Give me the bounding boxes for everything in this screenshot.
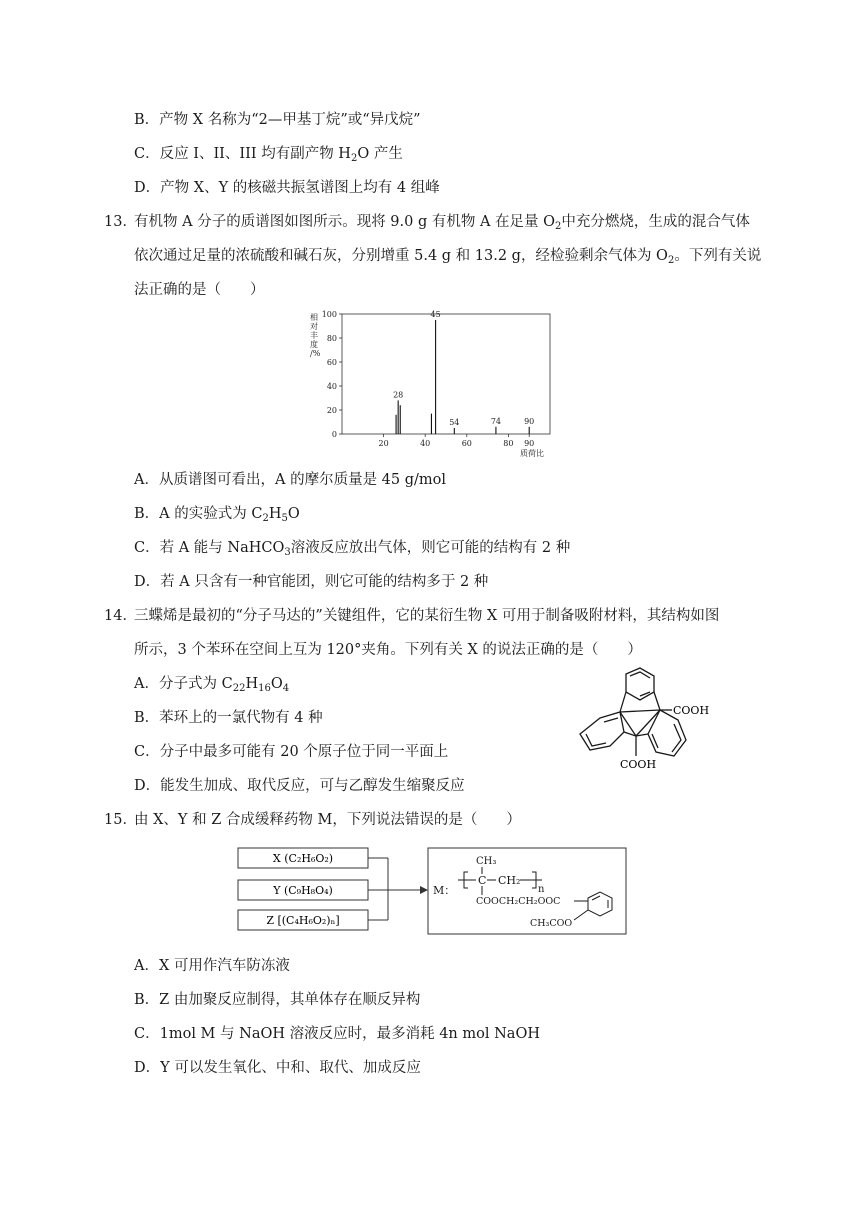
top-benzene-ring: [626, 668, 654, 700]
cooh-label-top: COOH: [673, 704, 710, 717]
x-ticks: [379, 434, 535, 448]
option-text: 苯环上的一氯代物有 4 种: [159, 710, 323, 726]
y-axis-label-char: 相: [310, 313, 318, 322]
x-tick-label: 80: [503, 439, 514, 448]
option-text: 产物 X、Y 的核磁共振氢谱图上均有 4 组峰: [160, 180, 440, 196]
q12-option-c: [134, 144, 403, 164]
option-label: A．: [134, 472, 159, 488]
option-label: D．: [134, 180, 161, 196]
option-text: O 产生: [357, 146, 403, 162]
option-label: A．: [134, 676, 159, 692]
box-x-label: X (C₂H₆O₂): [272, 852, 334, 865]
option-label: B．: [134, 710, 160, 726]
option-label: D．: [134, 574, 161, 590]
double-bond: [604, 718, 618, 722]
option-text: 分子中最多可能有 20 个原子位于同一平面上: [159, 744, 449, 760]
m-label: M：: [433, 884, 456, 897]
option-text: A 的实验式为 C: [159, 506, 263, 522]
mass-spectrum-chart: [300, 308, 570, 466]
subscript: 2: [667, 255, 675, 266]
option-label: C．: [134, 744, 160, 760]
option-text: 分子式为 C: [158, 676, 233, 692]
option-label: D．: [134, 1060, 161, 1076]
m-ch3: CH₃: [476, 856, 497, 867]
x-tick-label: 60: [461, 439, 472, 448]
subscript: 22: [232, 683, 246, 694]
option-text: 若 A 能与 NaHCO: [159, 540, 285, 556]
y-tick-label: 60: [326, 358, 337, 367]
q15-line-1: 由 X、Y 和 Z 合成缓释药物 M，下列说法错误的是（ ）: [134, 812, 521, 828]
option-text: H: [268, 506, 282, 522]
y-tick-label: 80: [326, 334, 337, 343]
subscript: 3: [284, 547, 291, 558]
text: 中充分燃烧，生成的混合气体: [561, 214, 750, 230]
option-label: D．: [134, 778, 161, 794]
option-text: O: [287, 506, 300, 522]
option-text: 1mol M 与 NaOH 溶液反应时，最多消耗 4n mol NaOH: [159, 1026, 540, 1042]
product-box: [428, 848, 626, 934]
box-y-label: Y (C₉H₈O₄): [273, 884, 333, 897]
double-bonds: [586, 734, 606, 746]
y-tick-label: 0: [331, 430, 337, 439]
option-text: H: [245, 676, 259, 692]
q13-line-3: 法正确的是（ ）: [134, 282, 265, 298]
text: 有机物 A 分子的质谱图如图所示。现将 9.0 g 有机物 A 在足量 O: [134, 214, 556, 230]
option-text: O: [270, 676, 283, 692]
x-tick-label: 40: [420, 439, 431, 448]
chart-axes: [342, 314, 550, 434]
plot-frame: [342, 314, 550, 434]
bond: [620, 692, 626, 712]
x-tick-label: 20: [378, 439, 389, 448]
option-text: 反应 I、II、III 均有副产物 H: [159, 146, 351, 162]
y-tick-label: 100: [321, 310, 337, 319]
peak-label: 74: [490, 416, 502, 426]
x-axis-label: 质荷比: [520, 449, 544, 458]
m-acetoxy: CH₃COO: [530, 918, 573, 929]
q14-option-b: [134, 708, 323, 728]
y-tick-label: 40: [326, 382, 337, 391]
subscript: 2: [555, 221, 562, 232]
peak-label: 90: [524, 416, 535, 426]
q14-option-a: [134, 674, 289, 694]
q15-option-d: [134, 1058, 421, 1078]
cooh-label-bottom: COOH: [620, 758, 657, 771]
y-axis-label-char: 对: [310, 322, 318, 331]
q15-number: 15．: [104, 812, 137, 828]
q12-option-b: [134, 110, 421, 130]
q14-option-d: [134, 776, 465, 796]
option-text: 若 A 只含有一种官能团，则它可能的结构多于 2 种: [160, 574, 489, 590]
option-text: 能发生加成、取代反应，可与乙醇发生缩聚反应: [160, 778, 465, 794]
x-tick-label: 90: [524, 439, 535, 448]
m-ester: COOCH₂CH₂OOC: [476, 896, 561, 907]
q15-option-a: [134, 956, 290, 976]
option-text: Y 可以发生氧化、中和、取代、加成反应: [160, 1060, 421, 1076]
option-label: C．: [134, 540, 160, 556]
option-label: B．: [134, 112, 160, 128]
q13-number: 13．: [104, 214, 137, 230]
bond: [620, 710, 660, 712]
option-text: 产物 X 名称为“2—甲基丁烷”或“异戊烷”: [159, 112, 421, 128]
option-text: X 可用作汽车防冻液: [158, 958, 290, 974]
q13-option-d: [134, 572, 488, 592]
arrow-head: [420, 886, 428, 894]
text: 。下列有关说: [674, 248, 762, 264]
q14-line-1: 三蝶烯是最初的“分子马达的”关键组件，它的某衍生物 X 可用于制备吸附材料，其结构如图: [134, 608, 720, 624]
option-label: B．: [134, 506, 160, 522]
q13-option-b: [134, 504, 300, 524]
subscript: 2: [262, 513, 269, 524]
option-label: C．: [134, 146, 160, 162]
peak-label: 54: [449, 418, 460, 427]
peak-label: 45: [430, 310, 441, 319]
m-ch2: CH₂: [498, 874, 521, 887]
option-label: B．: [134, 992, 160, 1008]
triptycene-structure: [574, 664, 724, 776]
subscript: 2: [350, 153, 358, 164]
q14-option-c: [134, 742, 448, 762]
option-text: 溶液反应放出气体，则它可能的结构有 2 种: [290, 540, 571, 556]
m-c: C: [478, 874, 487, 887]
y-axis-label-char: 丰: [310, 331, 318, 340]
q14-line-2: 所示，3 个苯环在空间上互为 120°夹角。下列有关 X 的说法正确的是（ ）: [134, 642, 642, 658]
option-text: 从质谱图可看出，A 的摩尔质量是 45 g/mol: [158, 472, 447, 488]
q13-option-c: [134, 538, 570, 558]
q13-line-1: [134, 212, 750, 232]
m-n: n: [538, 884, 545, 895]
text: 依次通过足量的浓硫酸和碱石灰，分别增重 5.4 g 和 13.2 g，经检验剩余气体为 O: [134, 248, 668, 264]
y-ticks: [322, 310, 342, 439]
q15-option-b: [134, 990, 420, 1010]
q12-option-d: [134, 178, 440, 198]
y-axis-label-char: 度: [310, 340, 318, 349]
y-axis-label-char: /%: [310, 349, 321, 358]
subscript: 5: [281, 513, 288, 524]
bond: [654, 692, 660, 710]
q13-option-a: [134, 470, 446, 490]
bond: [636, 710, 660, 736]
y-tick-label: 20: [326, 406, 337, 415]
q13-line-2: [134, 246, 761, 266]
option-label: A．: [134, 958, 159, 974]
synthesis-scheme: [236, 846, 630, 938]
option-text: Z 由加聚反应制得，其单体存在顺反异构: [159, 992, 421, 1008]
q15-option-c: [134, 1024, 540, 1044]
subscript: 16: [258, 683, 271, 694]
double-bonds: [630, 672, 650, 678]
option-label: C．: [134, 1026, 160, 1042]
q14-number: 14．: [104, 608, 137, 624]
subscript: 4: [282, 683, 290, 694]
y-axis-label: [310, 312, 321, 358]
box-z-label: Z [(C₄H₆O₂)ₙ]: [266, 914, 340, 927]
peaks: [393, 310, 534, 434]
peak-label: 28: [393, 390, 404, 400]
